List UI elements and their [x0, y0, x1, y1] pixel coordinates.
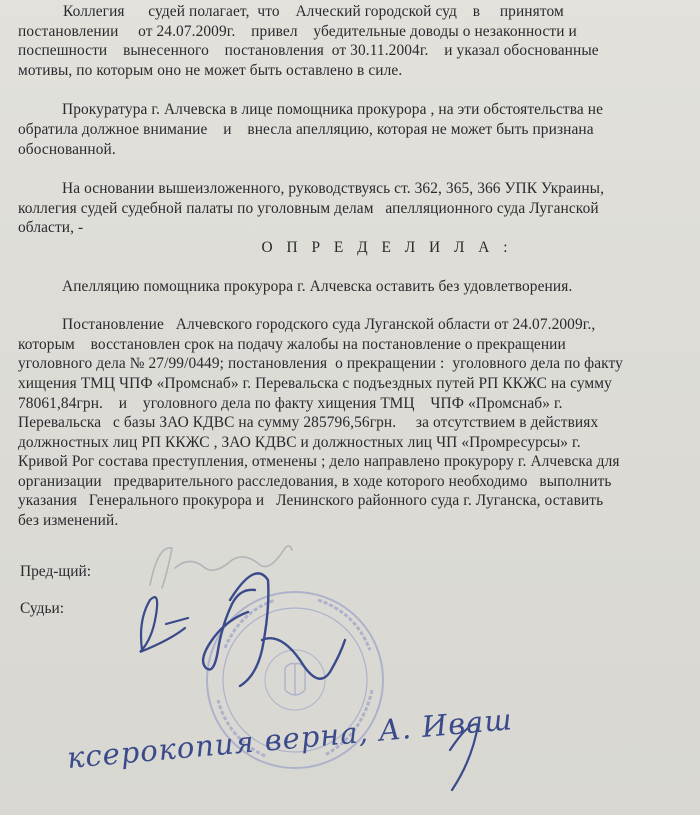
paragraph-2-line-1: Прокуратура г. Алчевска в лице помощника прокурора , на эти обстоятельства не	[62, 101, 604, 119]
paragraph-2-line-2: обратила должное внимание и внесла апелляцию, которая не может быть признана	[18, 120, 594, 138]
paragraph-5-line-4: хищения ТМЦ ЧПФ «Промснаб» г. Перевальска с подъездных путей РП ККЖС на сумму	[18, 374, 612, 392]
judges-label: Судьи:	[20, 600, 64, 617]
paragraph-1-line-1: Коллегия судей полагает, что Алческий городской суд в принятом	[63, 3, 564, 20]
judge-signature-1	[140, 597, 188, 652]
paragraph-1-line-3: поспешности вынесенного постановления от 30.11.2004г. и указал обоснованные	[18, 42, 599, 60]
presiding-judge-label: Пред-щий:	[20, 563, 91, 580]
paragraph-1-line-2: постановлении от 24.07.2009г. привел убедительные доводы о незаконности и	[18, 22, 577, 40]
paragraph-3-line-1: На основании вышеизложенного, руководствуясь ст. 362, 365, 366 УПК Украины,	[62, 180, 605, 198]
paragraph-3-line-2: коллегия судей судебной палаты по уголовным делам апелляционного суда Луганской	[18, 199, 599, 217]
paragraph-5-line-11: без изменений.	[18, 512, 119, 530]
ruling-heading: О П Р Е Д Е Л И Л А :	[261, 238, 513, 256]
certification-text: ксерокопия верна, А. Иваш	[65, 702, 514, 775]
certification-handwritten	[66, 702, 514, 790]
resolution-1: Апелляцию помощника прокурора г. Алчевска оставить без удовлетворения.	[62, 277, 573, 295]
paragraph-5-line-5: 78061,84грн. и уголовного дела по факту хищения ТМЦ ЧПФ «Промснаб» г.	[18, 394, 563, 412]
paragraph-5-line-9: организации предварительного расследования, в ходе которого необходимо выполнить	[18, 472, 612, 490]
paragraph-1-line-4: мотивы, по которым оно не может быть оставлено в силе.	[18, 61, 403, 79]
paragraph-5-line-2: которым восстановлен срок на подачу жалобы на постановление о прекращении	[18, 335, 566, 353]
paragraph-5-line-10: указания Генерального прокурора и Ленинского районного суда г. Луганска, оставить	[18, 492, 604, 510]
paragraph-5-line-1: Постановление Алчевского городского суда Луганской области от 24.07.2009г.,	[62, 316, 596, 334]
paragraph-5-line-6: Перевальска с базы ЗАО КДВС на сумму 285796,56грн. за отсутствием в действиях	[18, 414, 599, 432]
paragraph-3-line-3: области, -	[18, 219, 84, 237]
paragraph-5-line-3: уголовного дела № 27/99/0449; постановления о прекращении : уголовного дела по факту	[18, 355, 623, 373]
paragraph-2-line-3: обоснованной.	[18, 140, 116, 158]
paragraph-5-line-7: должностных лиц РП ККЖС , ЗАО КДВС и должностных лиц ЧП «Промресурсы» г.	[18, 433, 581, 451]
paragraph-5-line-8: Кривой Рог состава преступления, отменены ; дело направлено прокурору г. Алчевска для	[18, 453, 620, 471]
presiding-signature	[150, 546, 292, 588]
